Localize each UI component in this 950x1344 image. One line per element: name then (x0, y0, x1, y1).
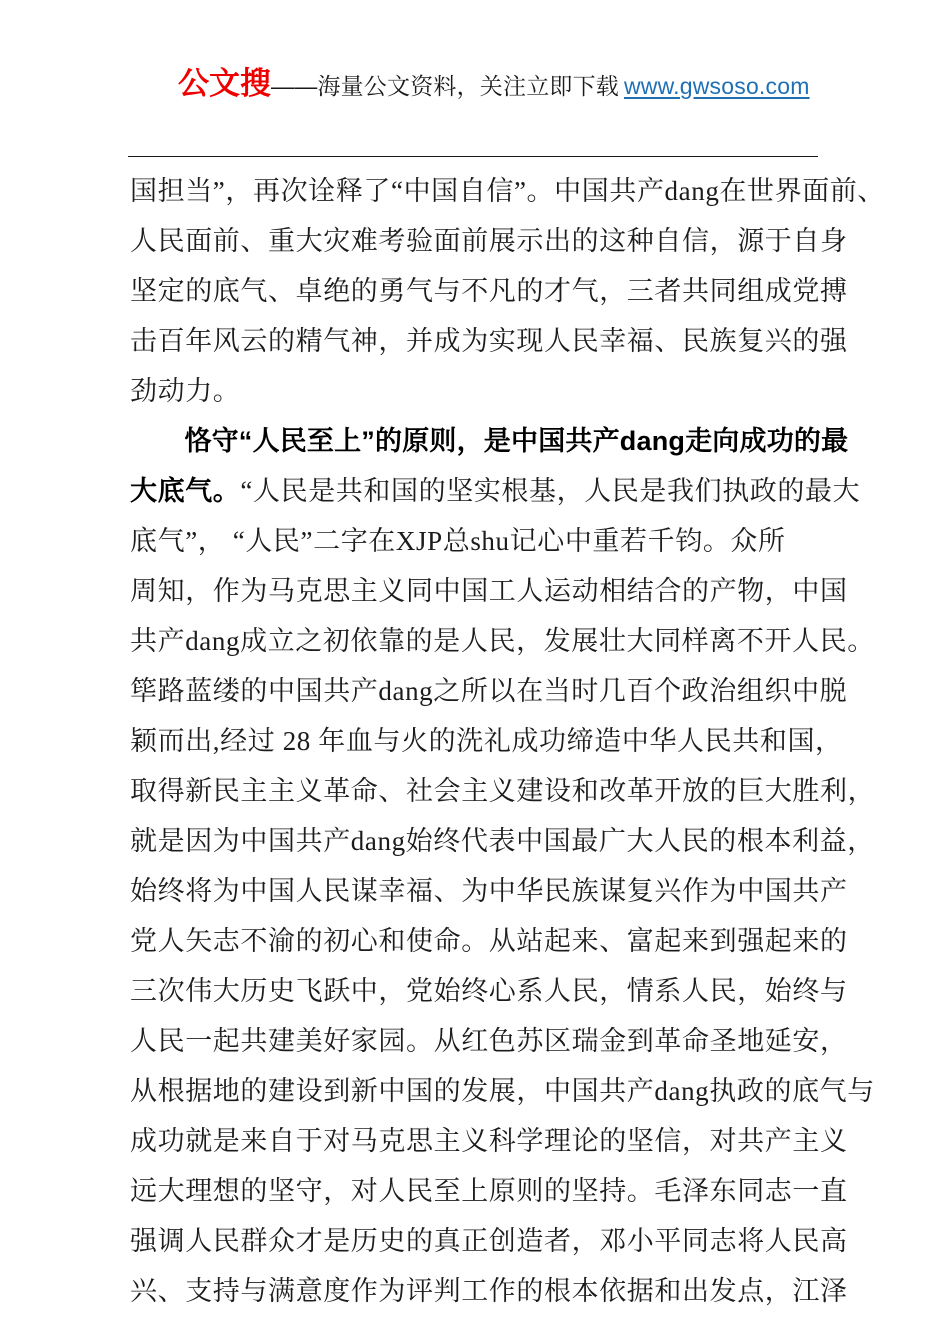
body-line: 取得新民主主义革命、社会主义建设和改革开放的巨大胜利， (130, 776, 876, 806)
section-heading-line: 恪守“人民至上”的原则，是中国共产dang走向成功的最 (130, 426, 849, 456)
body-line: 劲动力。 (130, 376, 241, 406)
body-line: 国担当”，再次诠释了“中国自信”。中国共产dang在世界面前、 (130, 176, 886, 206)
body-line: 始终将为中国人民谋幸福、为中华民族谋复兴作为中国共产 (130, 876, 848, 906)
body-line: 就是因为中国共产dang始终代表中国最广大人民的根本利益， (130, 826, 875, 856)
body-line: 击百年风云的精气神，并成为实现人民幸福、民族复兴的强 (130, 326, 848, 356)
body-line: 兴、支持与满意度作为评判工作的根本依据和出发点，江泽 (130, 1276, 848, 1306)
site-watermark-banner (178, 68, 878, 114)
body-text-run: “人民是共和国的坚实根基，人民是我们执政的最大 (240, 476, 861, 506)
section-heading-continuation-line (130, 466, 861, 516)
brand-tagline-text: ——海量公文资料，关注立即下载 (271, 73, 619, 99)
body-line: 从根据地的建设到新中国的发展，中国共产dang执政的底气与 (130, 1076, 875, 1106)
body-line: 成功就是来自于对马克思主义科学理论的坚信，对共产主义 (130, 1126, 848, 1156)
body-line: 筚路蓝缕的中国共产dang之所以在当时几百个政治组织中脱 (130, 676, 848, 706)
body-line: 共产dang成立之初依靠的是人民，发展壮大同样离不开人民。 (130, 626, 875, 656)
brand-website-link[interactable]: www.gwsoso.com (624, 73, 810, 99)
body-line: 底气”， “人民”二字在XJP总shu记心中重若千钧。众所 (130, 526, 786, 556)
header-divider-rule (128, 156, 818, 157)
body-line: 坚定的底气、卓绝的勇气与不凡的才气，三者共同组成党搏 (130, 276, 848, 306)
body-line: 强调人民群众才是历史的真正创造者，邓小平同志将人民高 (130, 1226, 848, 1256)
body-line: 人民面前、重大灾难考验面前展示出的这种自信，源于自身 (130, 226, 848, 256)
body-line: 党人矢志不渝的初心和使命。从站起来、富起来到强起来的 (130, 926, 848, 956)
body-line: 远大理想的坚守，对人民至上原则的坚持。毛泽东同志一直 (130, 1176, 848, 1206)
body-line: 颖而出,经过 28 年血与火的洗礼成功缔造中华人民共和国， (130, 726, 843, 756)
body-line: 周知，作为马克思主义同中国工人运动相结合的产物，中国 (130, 576, 848, 606)
brand-logo-text: 公文搜 (178, 66, 271, 101)
body-line: 三次伟大历史飞跃中，党始终心系人民，情系人民，始终与 (130, 976, 848, 1006)
body-line: 人民一起共建美好家园。从红色苏区瑞金到革命圣地延安， (130, 1026, 848, 1056)
document-body (130, 166, 886, 1316)
section-heading-tail: 大底气。 (130, 476, 241, 506)
